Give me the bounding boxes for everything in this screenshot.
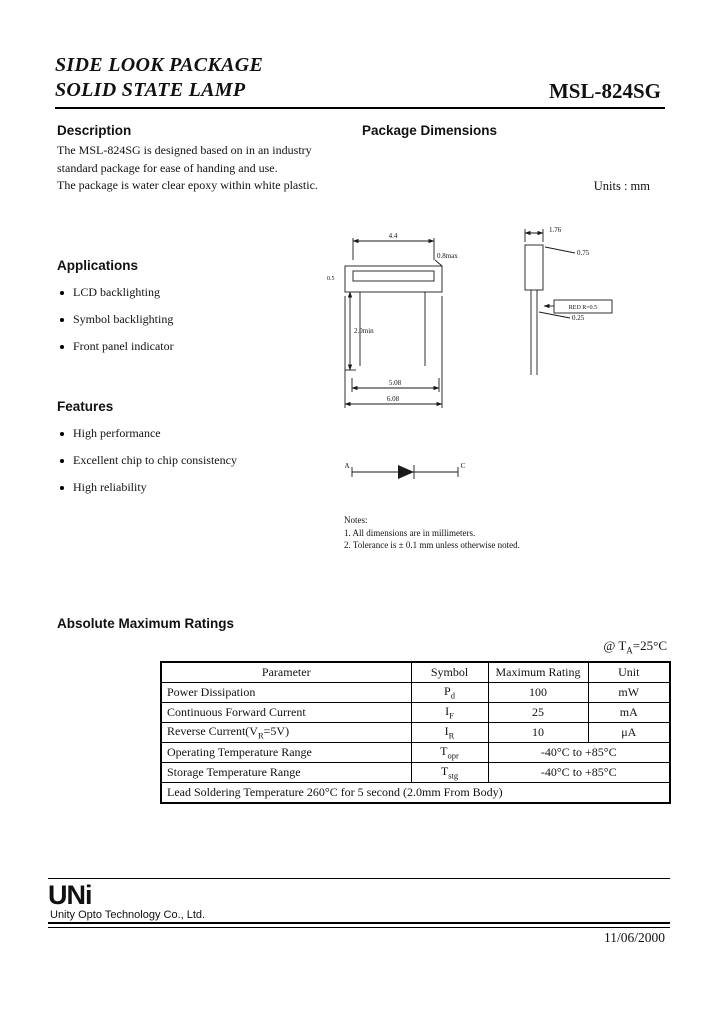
dimension-label: 0.5 [327, 276, 335, 282]
parameter-cell: Power Dissipation [161, 683, 411, 703]
footer-rule [48, 878, 670, 879]
features-list [60, 427, 237, 508]
condition-suffix: =25°C [632, 638, 667, 653]
symbol-cell [411, 763, 488, 783]
bullet-icon [60, 345, 64, 349]
dimension-label: 0.75 [577, 249, 590, 257]
units-label: Units : mm [593, 179, 650, 193]
table-header-row [161, 662, 670, 683]
footer-double-rule-bottom [48, 927, 670, 928]
symbol-base: I [444, 724, 449, 739]
rating-cell: 10 [488, 723, 588, 743]
symbol-base: T [440, 764, 449, 779]
symbol-cell [411, 743, 488, 763]
package-body-outline [345, 266, 442, 292]
column-header-parameter: Parameter [161, 662, 411, 683]
callout-label: RED R=0.5 [568, 305, 598, 311]
list-item [60, 481, 237, 495]
dimension-label: 0.8max [437, 252, 458, 260]
condition-subscript: A [626, 645, 633, 656]
bullet-icon [60, 459, 64, 463]
document-title [55, 53, 263, 103]
lead-soldering-note: Lead Soldering Temperature 260°C for 5 second (2.0mm From Body) [161, 783, 670, 804]
cathode-label: C [460, 462, 466, 470]
note-line: 2. Tolerance is ± 0.1 mm unless otherwise noted. [344, 540, 520, 550]
list-item-label: Symbol backlighting [73, 312, 174, 326]
symbol-subscript: R [448, 730, 455, 741]
table-footer-row [161, 783, 670, 804]
rating-cell: 25 [488, 703, 588, 723]
table-row [161, 723, 670, 743]
title-line-2: SOLID STATE LAMP [55, 79, 246, 101]
table-row [161, 683, 670, 703]
description-text [57, 142, 357, 195]
list-item-label: Front panel indicator [73, 339, 174, 353]
anode-label: A [344, 462, 350, 470]
list-item [60, 340, 174, 354]
unit-cell: μA [588, 723, 670, 743]
note-line: 1. All dimensions are in millimeters. [344, 527, 476, 538]
package-window-outline [353, 271, 434, 281]
description-line: standard package for ease of handing and use. [57, 160, 278, 175]
symbol-subscript: opr [447, 750, 459, 761]
column-header-symbol: Symbol [411, 662, 488, 683]
description-heading: Description [57, 123, 132, 138]
footer-double-rule-top [48, 922, 670, 924]
list-item [60, 286, 174, 300]
table-row [161, 763, 670, 783]
list-item [60, 313, 174, 327]
dimension-label: 1.76 [549, 226, 562, 234]
rating-cell: 100 [488, 683, 588, 703]
symbol-cell [411, 683, 488, 703]
parameter-cell: Storage Temperature Range [161, 763, 411, 783]
symbol-subscript: F [449, 710, 454, 721]
unit-cell: mW [588, 683, 670, 703]
parameter-cell: Operating Temperature Range [161, 743, 411, 763]
list-item-label: High reliability [73, 480, 147, 494]
header-rule [55, 107, 665, 109]
symbol-base: T [440, 744, 448, 759]
list-item-label: High performance [73, 426, 161, 440]
dimension-label: 6.08 [386, 395, 400, 403]
test-condition [603, 638, 667, 656]
bullet-icon [60, 486, 64, 490]
table-row [161, 703, 670, 723]
column-header-unit: Unit [588, 662, 670, 683]
ratings-heading: Absolute Maximum Ratings [57, 616, 235, 631]
column-header-maximum-rating: Maximum Rating [488, 662, 588, 683]
rating-span-cell: -40°C to +85°C [488, 743, 670, 763]
parameter-cell: Continuous Forward Current [161, 703, 411, 723]
company-name: Unity Opto Technology Co., Ltd. [50, 909, 206, 921]
list-item [60, 427, 237, 441]
symbol-base: P [444, 684, 451, 699]
applications-list [60, 286, 174, 367]
dimension-label: 2.0min [354, 327, 374, 335]
applications-heading: Applications [57, 258, 139, 273]
package-dimensions-heading: Package Dimensions [362, 123, 498, 138]
absolute-maximum-ratings-table [160, 661, 671, 804]
list-item [60, 454, 237, 468]
features-heading: Features [57, 399, 114, 414]
symbol-cell [411, 723, 488, 743]
unit-cell: mA [588, 703, 670, 723]
dimension-label: 5.08 [388, 379, 402, 387]
parameter-subscript: R [257, 730, 264, 741]
document-date: 11/06/2000 [603, 930, 665, 945]
list-item-label: LCD backlighting [73, 285, 160, 299]
parameter-suffix: =5V) [263, 724, 290, 739]
condition-prefix: @ T [603, 638, 627, 653]
parameter-prefix: Reverse Current(V [167, 724, 258, 739]
bullet-icon [60, 318, 64, 322]
table-row [161, 743, 670, 763]
symbol-subscript: stg [448, 770, 459, 781]
dimension-label: 0.25 [572, 314, 585, 322]
note-line: Notes: [344, 515, 368, 525]
symbol-base: I [445, 704, 450, 719]
list-item-label: Excellent chip to chip consistency [73, 453, 237, 467]
package-dimension-drawing [326, 216, 626, 516]
rating-span-cell: -40°C to +85°C [488, 763, 670, 783]
parameter-cell [161, 723, 411, 743]
part-number: MSL-824SG [548, 79, 661, 103]
dimension-label: 4.4 [388, 232, 398, 240]
company-logo: UNi [48, 880, 92, 910]
description-line: The MSL-824SG is designed based on in an industry [57, 143, 312, 157]
symbol-subscript: d [450, 690, 455, 701]
bullet-icon [60, 432, 64, 436]
diode-symbol [398, 465, 414, 479]
title-line-1: SIDE LOOK PACKAGE [55, 54, 264, 76]
description-line: The package is water clear epoxy within white plastic. [57, 178, 318, 192]
drawing-notes [344, 514, 520, 552]
side-profile-outline [525, 245, 543, 290]
symbol-cell [411, 703, 488, 723]
bullet-icon [60, 291, 64, 295]
